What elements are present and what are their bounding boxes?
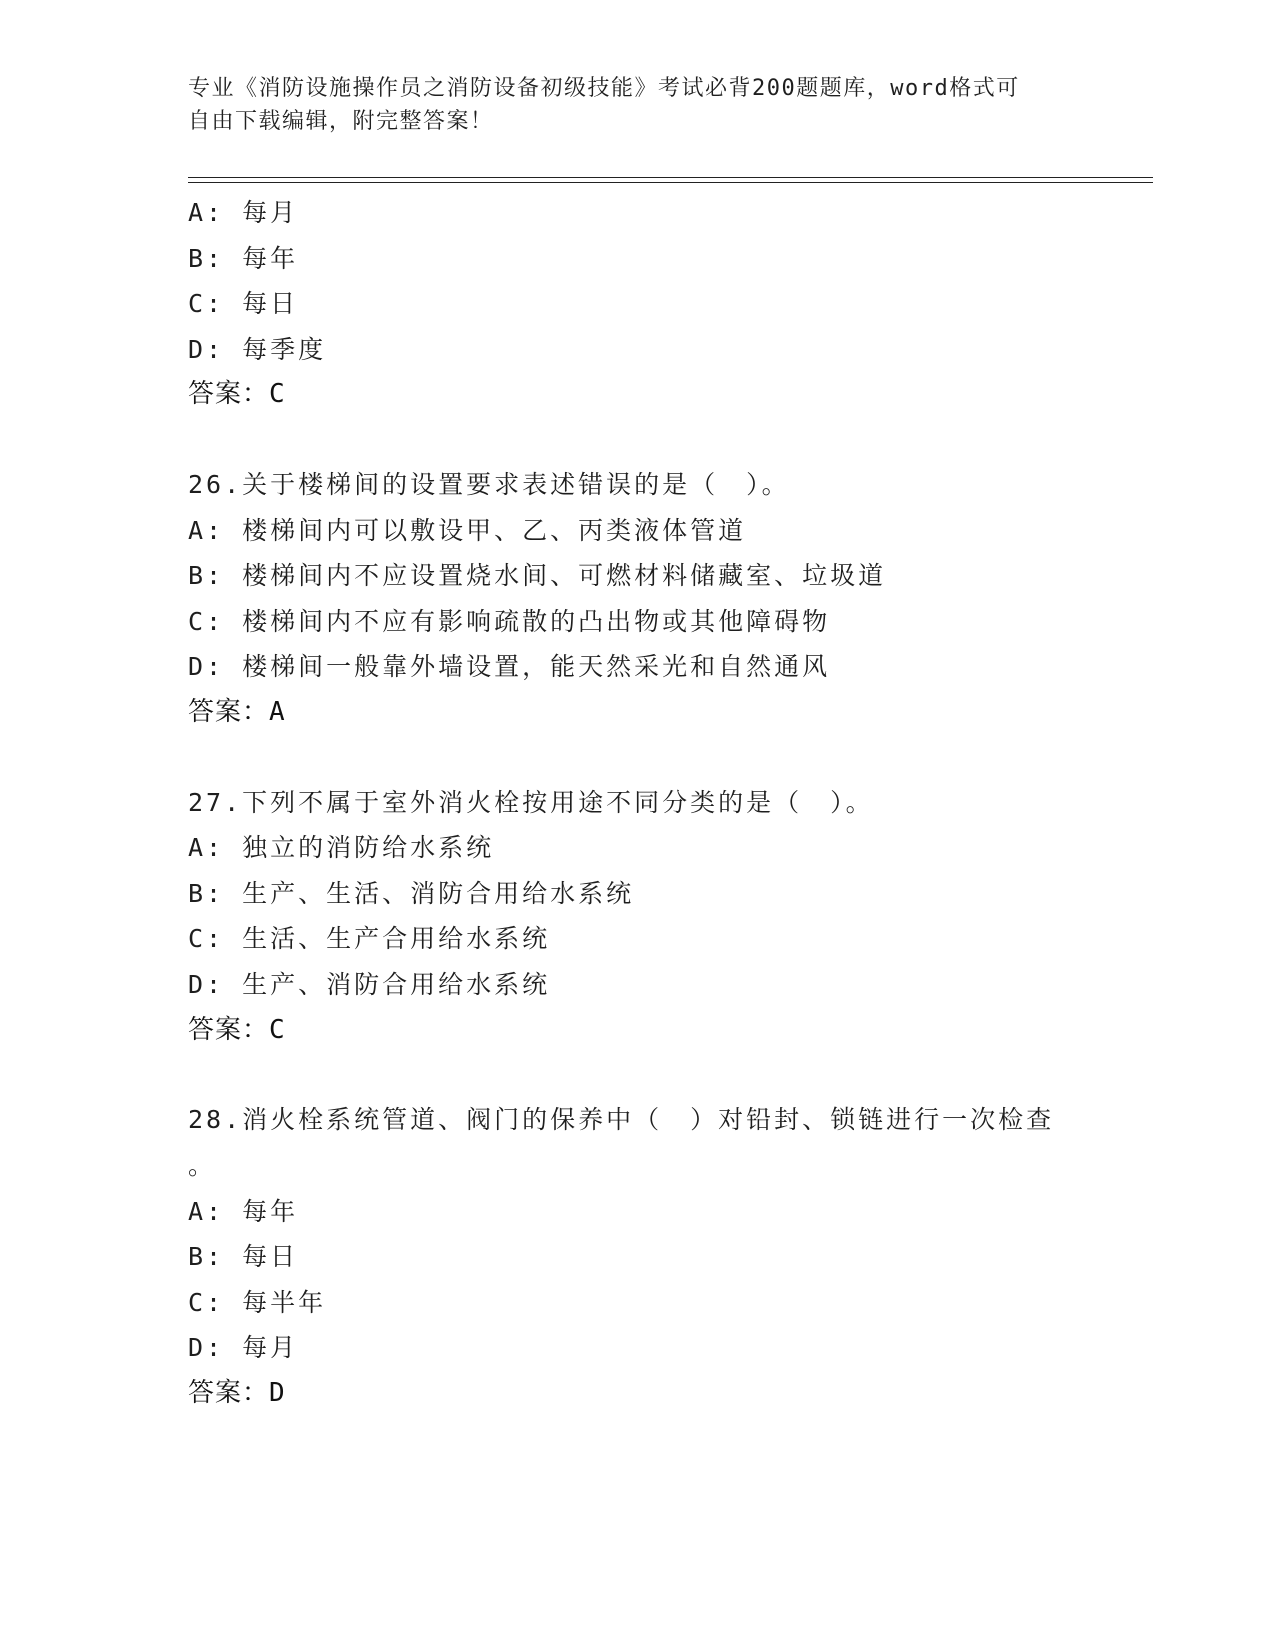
option-c: C: 生活、生产合用给水系统	[188, 924, 551, 954]
question-block-27	[188, 780, 1148, 1054]
option-b: B: 每年	[188, 243, 299, 273]
question-text: 26.关于楼梯间的设置要求表述错误的是（ ）。	[188, 469, 790, 499]
option-a: A: 每月	[188, 198, 299, 227]
option-d: D: 每月	[188, 1333, 299, 1363]
option-d: D: 每季度	[188, 334, 327, 364]
option-a: A: 独立的消防给水系统	[188, 833, 495, 863]
question-block-25	[188, 190, 1148, 418]
header-line-1: 专业《消防设施操作员之消防设备初级技能》考试必背200题题库，word格式可	[188, 76, 1020, 101]
header-divider-bottom	[188, 182, 1153, 183]
answer-line: 答案：D	[188, 1378, 286, 1409]
header-divider-top	[188, 177, 1153, 178]
option-b: B: 生产、生活、消防合用给水系统	[188, 878, 635, 908]
question-block-26	[188, 462, 1148, 736]
option-b: B: 每日	[188, 1242, 299, 1272]
option-c: C: 楼梯间内不应有影响疏散的凸出物或其他障碍物	[188, 606, 831, 636]
answer-line: 答案：C	[188, 1014, 286, 1045]
option-a: A: 楼梯间内可以敷设甲、乙、丙类液体管道	[188, 515, 747, 545]
spacer	[188, 1053, 1148, 1097]
option-d: D: 生产、消防合用给水系统	[188, 969, 551, 999]
option-c: C: 每日	[188, 289, 299, 319]
question-list	[188, 190, 1148, 1417]
header-line-2: 自由下载编辑，附完整答案！	[188, 109, 494, 134]
option-c: C: 每半年	[188, 1287, 327, 1317]
spacer	[188, 418, 1148, 462]
answer-line: 答案：A	[188, 696, 286, 727]
option-d: D: 楼梯间一般靠外墙设置，能天然采光和自然通风	[188, 652, 831, 682]
document-header	[188, 72, 1088, 138]
question-text: 28.消火栓系统管道、阀门的保养中（ ）对铅封、锁链进行一次检查	[188, 1105, 1055, 1135]
option-a: A: 每年	[188, 1196, 299, 1226]
question-text: 27.下列不属于室外消火栓按用途不同分类的是（ ）。	[188, 787, 874, 817]
question-block-28	[188, 1097, 1148, 1417]
question-text-tail: 。	[188, 1150, 217, 1180]
answer-line: 答案：C	[188, 379, 286, 410]
spacer	[188, 736, 1148, 780]
option-b: B: 楼梯间内不应设置烧水间、可燃材料储藏室、垃圾道	[188, 561, 887, 591]
